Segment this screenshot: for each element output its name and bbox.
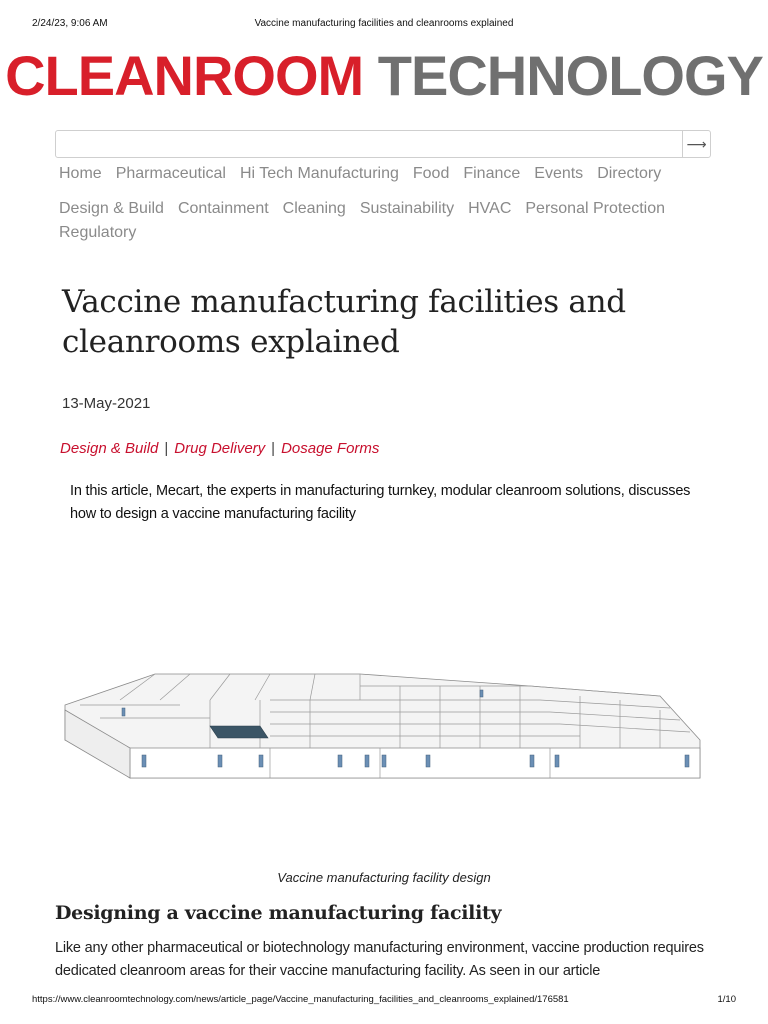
print-doc-title: Vaccine manufacturing facilities and cleanrooms explained [254,18,514,29]
tag-design-build[interactable]: Design & Build [60,440,159,457]
logo-cleanroom: CLEANROOM [5,44,364,107]
nav-item-pharmaceutical[interactable]: Pharmaceutical [115,165,226,182]
nav-item-home[interactable]: Home [59,165,102,182]
tag-separator: | [164,440,169,457]
nav-item-containment[interactable]: Containment [177,200,269,217]
search-bar [55,130,711,158]
nav-item-design-build[interactable]: Design & Build [59,200,164,217]
article-date: 13-May-2021 [62,395,151,412]
nav-item-sustainability[interactable]: Sustainability [359,200,455,217]
nav-row-3 [59,223,719,243]
nav-row-1 [59,164,719,184]
search-input[interactable] [56,131,684,157]
article-intro: In this article, Mecart, the experts in manufacturing turnkey, modular cleanroom solutions, discusses how to design a vaccine manufacturing facility [70,483,691,522]
logo-technology: TECHNOLOGY [377,44,763,107]
nav-item-hvac[interactable]: HVAC [468,200,512,217]
nav-item-finance[interactable]: Finance [463,165,521,182]
tag-separator: | [271,440,276,457]
figure-caption: Vaccine manufacturing facility design [277,870,491,885]
article-title: Vaccine manufacturing facilities and cleanrooms explained [62,284,626,360]
site-logo[interactable] [0,44,768,107]
nav-item-regulatory[interactable]: Regulatory [59,224,137,241]
nav-item-hi-tech-manufacturing[interactable]: Hi Tech Manufacturing [239,165,399,182]
print-datetime: 2/24/23, 9:06 AM [32,18,108,29]
print-url: https://www.cleanroomtechnology.com/news/article_page/Vaccine_manufacturing_facilities_and_cleanrooms_explained/176581 [32,994,569,1005]
tag-dosage-forms[interactable]: Dosage Forms [281,440,380,457]
tag-drug-delivery[interactable]: Drug Delivery [174,440,266,457]
arrow-right-icon: ⟶ [686,135,707,152]
nav-item-personal-protection[interactable]: Personal Protection [525,200,666,217]
nav-item-food[interactable]: Food [412,165,450,182]
nav-row-2 [59,199,719,219]
print-page-number: 1/10 [717,994,736,1005]
nav-item-directory[interactable]: Directory [597,165,662,182]
nav-item-cleaning[interactable]: Cleaning [282,200,346,217]
print-header [32,18,736,32]
article-body-paragraph: Like any other pharmaceutical or biotechnology manufacturing environment, vaccine production requires dedicated cleanroom areas for their vaccine manufacturing facility. As seen in our article [55,940,704,979]
nav-item-events[interactable]: Events [534,165,584,182]
print-footer [32,994,736,1008]
facility-design-image [60,660,705,780]
article-tags [60,440,379,457]
search-submit-button[interactable] [682,131,710,157]
section-heading: Designing a vaccine manufacturing facility [55,902,502,924]
